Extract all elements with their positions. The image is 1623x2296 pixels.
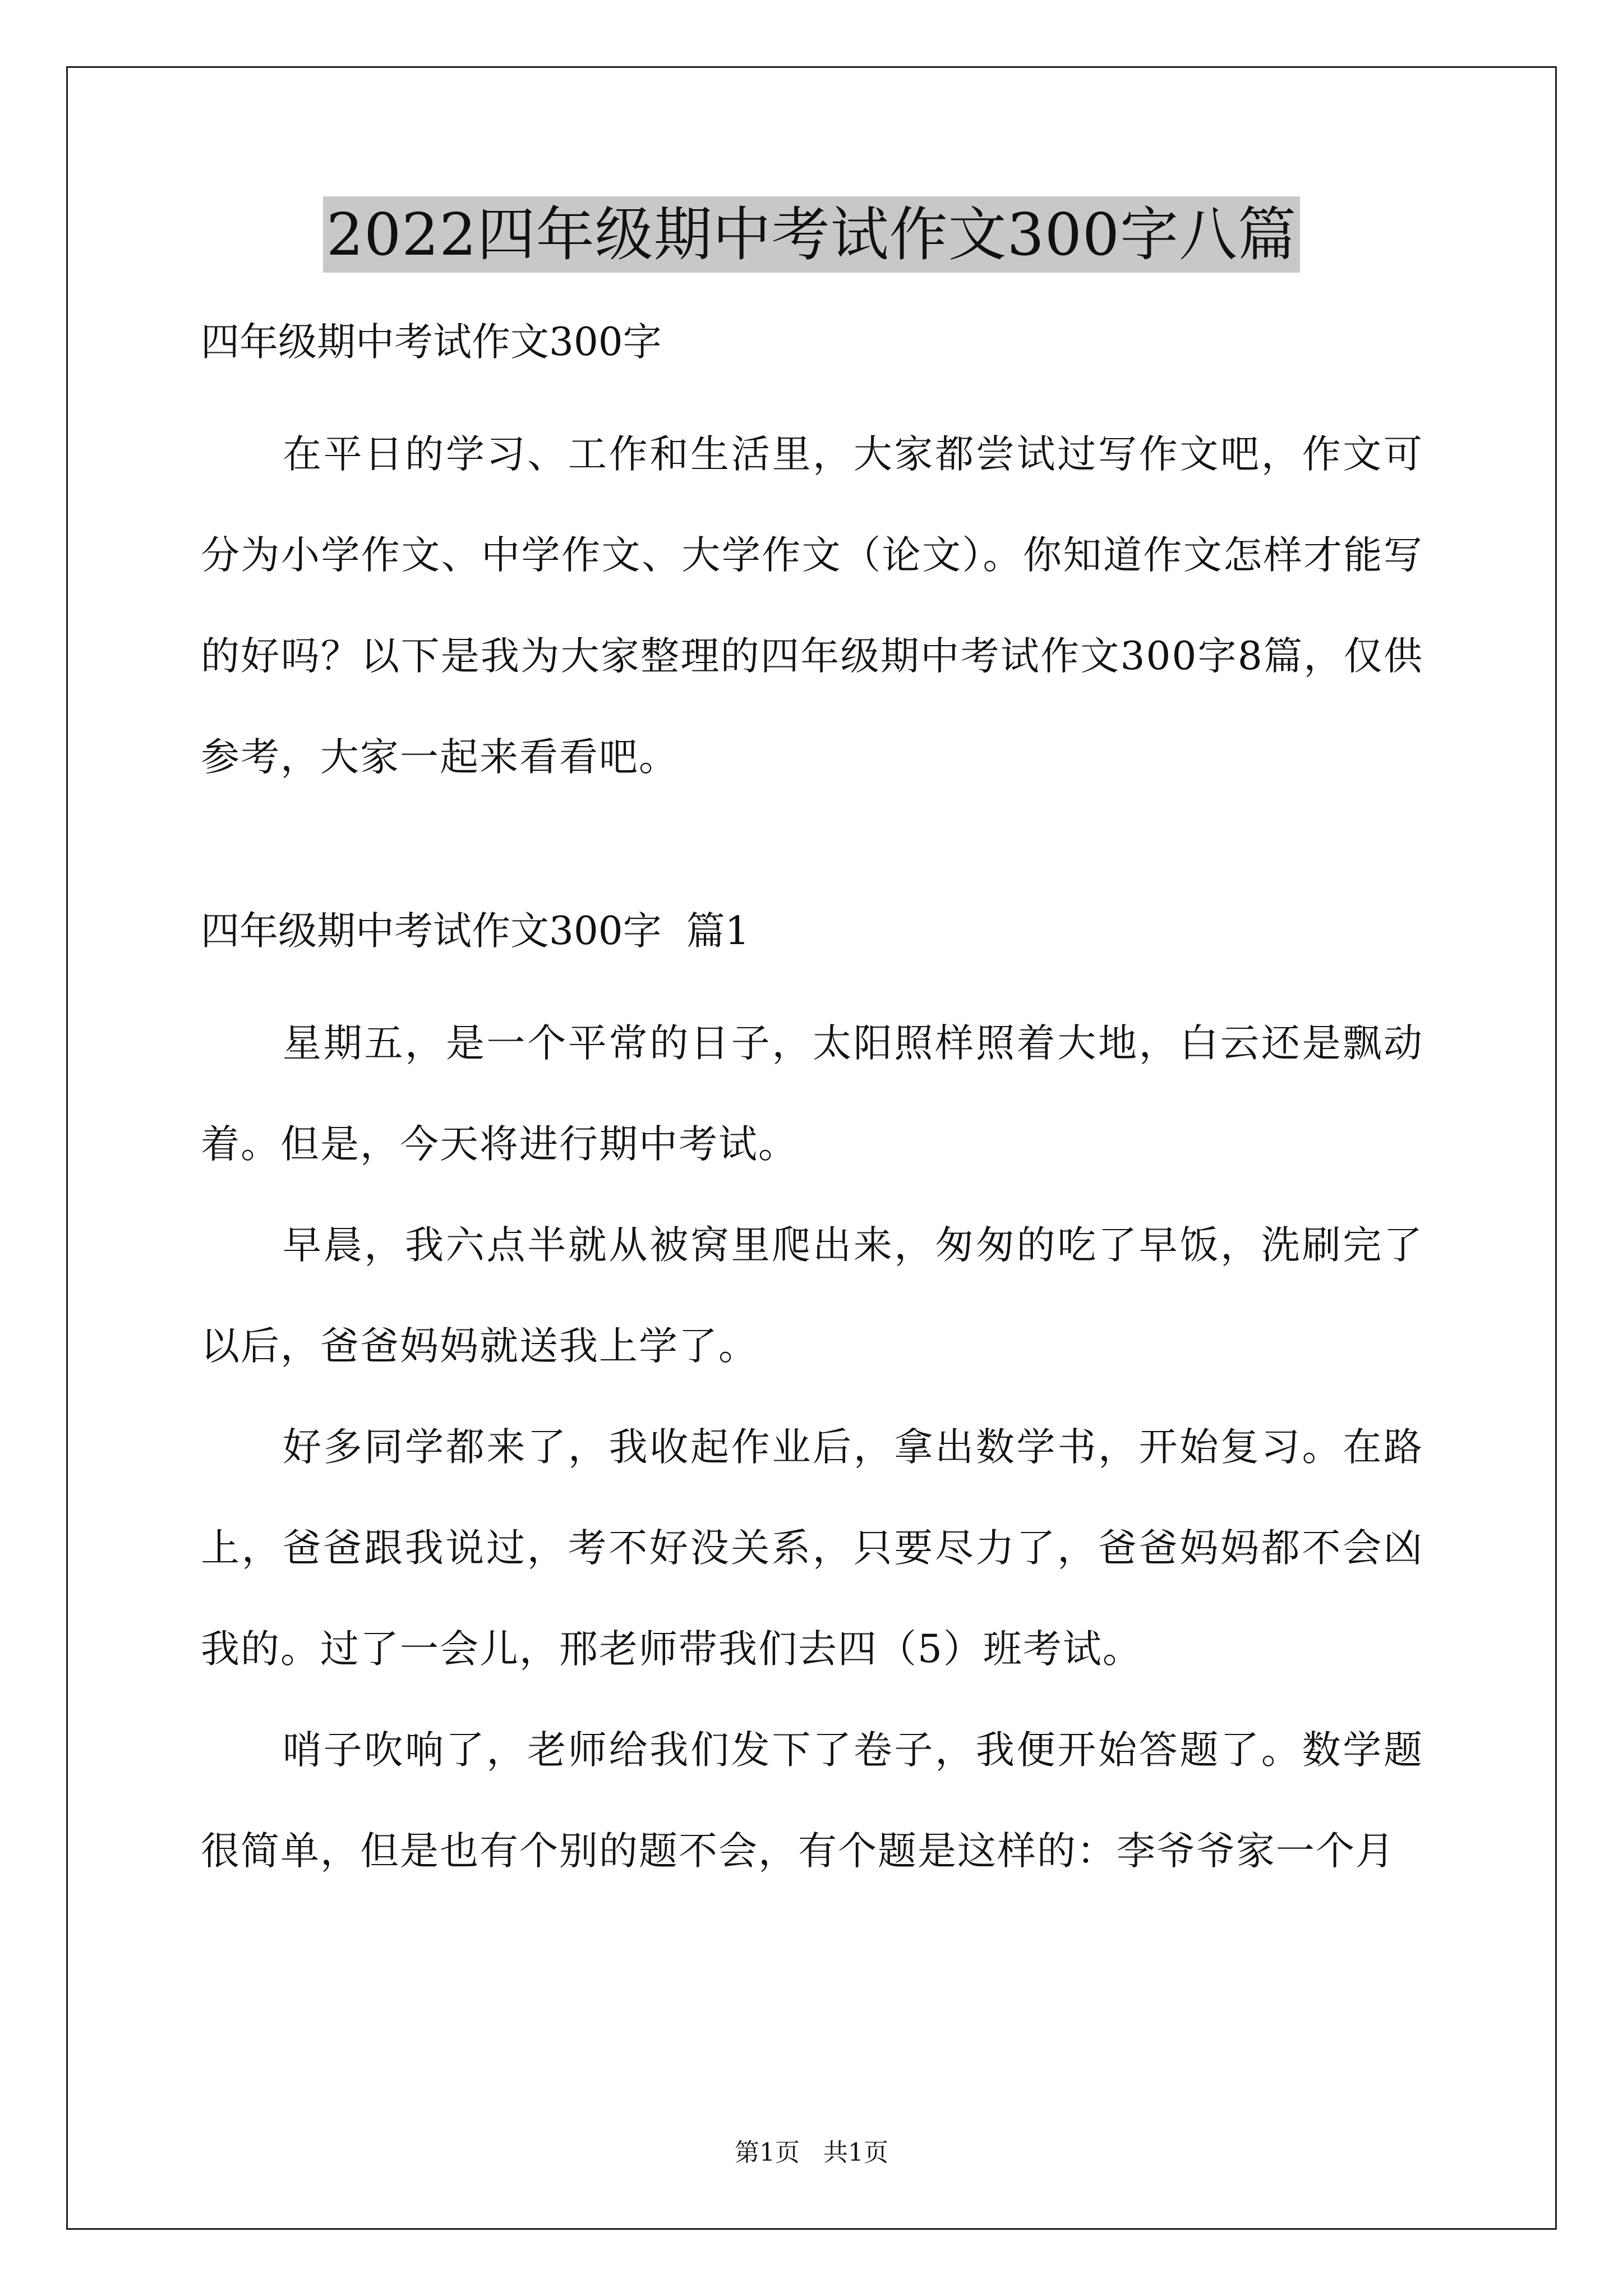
page-number-footer: 第1页 共1页 [735, 2138, 888, 2167]
spacer [201, 370, 1423, 404]
section1-heading: 四年级期中考试作文300字 篇1 [201, 909, 750, 954]
section1-paragraph: 星期五，是一个平常的日子，太阳照样照着大地，白云还是飘动着。但是，今天将进行期中考试。 [201, 1021, 1423, 1167]
section1-paragraph: 好多同学都来了，我收起作业后，拿出数学书，开始复习。在路上，爸爸跟我说过，考不好没关系，只要尽力了，爸爸妈妈都不会凶我的。过了一会儿，邢老师带我们去四（5）班考试。 [201, 1425, 1423, 1672]
spacer [201, 808, 1423, 903]
document-body [201, 314, 1423, 1902]
document-title: 2022四年级期中考试作文300字八篇 [323, 196, 1300, 273]
intro-paragraph: 在平日的学习、工作和生活里，大家都尝试过写作文吧，作文可分为小学作文、中学作文、大学作文（论文）。你知道作文怎样才能写的好吗？以下是我为大家整理的四年级期中考试作文300字8篇，仅供参考，大家一起来看看吧。 [201, 432, 1423, 780]
section1-paragraph: 哨子吹响了，老师给我们发下了卷子，我便开始答题了。数学题很简单，但是也有个别的题不会，有个题是这样的：李爷爷家一个月 [201, 1728, 1423, 1874]
section1-paragraph: 早晨，我六点半就从被窝里爬出来，匆匆的吃了早饭，洗刷完了以后，爸爸妈妈就送我上学了。 [201, 1223, 1423, 1369]
spacer [201, 959, 1423, 993]
title-wrap [0, 196, 1623, 273]
intro-heading: 四年级期中考试作文300字 [201, 320, 662, 365]
